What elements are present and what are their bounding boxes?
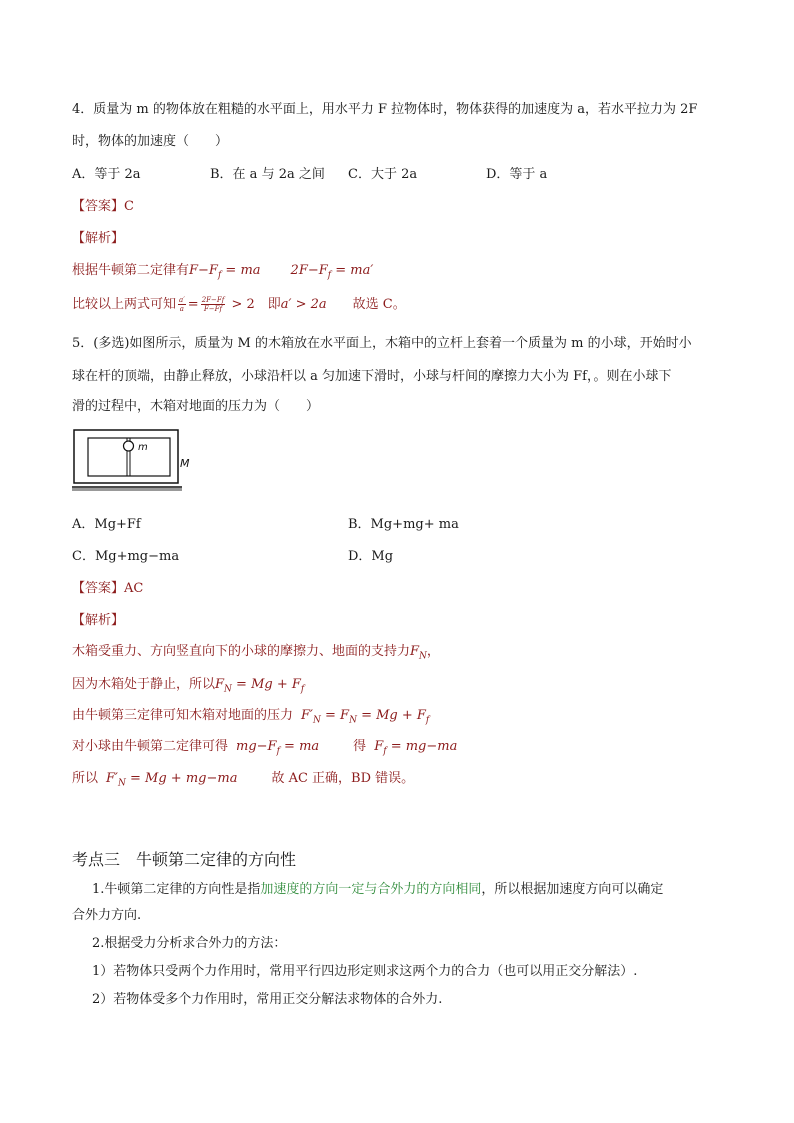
q4-sol2-prefix: 比较以上两式可知 — [72, 297, 177, 312]
ground-hatch — [72, 488, 182, 491]
highlight-text: 加速度的方向一定与合外力的方向相同 — [260, 882, 482, 897]
q4-sol1-eq2: $2F-F_f = ma'$ — [290, 263, 374, 281]
q4-option-c: C．大于 2a — [348, 167, 418, 182]
q4-option-b: B．在 a 与 2a 之间 — [210, 167, 325, 182]
q5-option-c: C．Mg+mg−ma — [72, 549, 180, 564]
q4-frac-ratio: $\frac{a'}{a}$ — [179, 296, 185, 313]
q5-option-a: A．Mg+Ff — [72, 517, 141, 532]
q5-solution-line1: 木箱受重力、方向竖直向下的小球的摩擦力、地面的支持力$F_N$， — [72, 644, 440, 662]
q4-sol2-end: 故选 C。 — [326, 297, 406, 312]
q5-stem-line1: 5．(多选)如图所示，质量为 M 的木箱放在水平面上，木箱中的立杆上套着一个质量为 m 的小球，开始时小 — [72, 336, 692, 351]
q4-frac-forces: $\frac{2F-Ff}{F-Ff}$ — [201, 296, 225, 313]
q5-solution-line5: 所以 $F'_N = Mg + mg-ma$ 故 AC 正确，BD 错误。 — [72, 771, 415, 789]
q4-stem-line1: 4．质量为 m 的物体放在粗糙的水平面上，用水平力 F 拉物体时，物体获得的加速度为 a，若水平拉力为 2F — [72, 102, 698, 117]
q5-analysis-label: 【解析】 — [72, 613, 125, 628]
ball-mass-label: m — [138, 442, 148, 453]
section-p3: 1）若物体只受两个力作用时，常用平行四边形定则求这两个力的合力（也可以用正交分解法）. — [92, 964, 638, 979]
q4-solution-line1 — [72, 262, 373, 285]
q4-option-a: A．等于 2a — [72, 167, 141, 182]
q5-solution-line3: 由牛顿第三定律可知木箱对地面的压力 $F'_N = F_N = Mg + F_f$ — [72, 708, 430, 726]
q5-solution-line2: 因为木箱处于静止，所以$F_N = Mg + F_f$ — [72, 677, 305, 695]
q4-option-d: D．等于 a — [486, 167, 548, 182]
ball — [124, 441, 134, 451]
q5-answer: 【答案】AC — [72, 581, 144, 596]
q4-sol1-prefix: 根据牛顿第二定律有 — [72, 263, 190, 278]
section-p1-cont: 合外力方向. — [72, 908, 142, 923]
q5-stem-line3: 滑的过程中，木箱对地面的压力为（ ） — [72, 399, 320, 414]
section-heading: 考点三 牛顿第二定律的方向性 — [72, 850, 297, 869]
q5-stem-line2: 球在杆的顶端，由静止释放，小球沿杆以 a 匀加速下滑时，小球与杆间的摩擦力大小为 Ff，。则在小球下 — [72, 369, 672, 384]
q5-solution-line4: 对小球由牛顿第二定律可得 $mg-F_f$ = ma 得 $F_f = mg-ma$ — [72, 739, 458, 757]
section-p4: 2）若物体受多个力作用时，常用正交分解法求物体的合外力. — [92, 992, 443, 1007]
q4-answer: 【答案】C — [72, 199, 134, 214]
section-p1: 1.牛顿第二定律的方向性是指加速度的方向一定与合外力的方向相同，所以根据加速度方向可以确定 — [92, 882, 664, 897]
q4-sol2-result: a′ > 2a — [280, 297, 327, 312]
q4-analysis-label: 【解析】 — [72, 231, 125, 246]
box-figure — [70, 428, 200, 494]
section-p2: 2.根据受力分析求合外力的方法： — [92, 936, 287, 951]
q5-option-d: D．Mg — [348, 549, 394, 564]
q4-solution-line2: 比较以上两式可知 $\frac{a'}{a}$ = $\frac{2F-Ff}{F-Ff}$ > 2 即a′ > 2a 故选 C。 — [72, 296, 406, 313]
q4-sol1-eq1: $F-F_f$ = ma — [189, 263, 261, 281]
box-mass-label: M — [180, 457, 190, 470]
q5-option-b: B．Mg+mg+ ma — [348, 517, 459, 532]
q4-sol2-gt: > 2 即 — [227, 297, 281, 312]
q4-stem-line2: 时，物体的加速度（ ） — [72, 134, 229, 149]
